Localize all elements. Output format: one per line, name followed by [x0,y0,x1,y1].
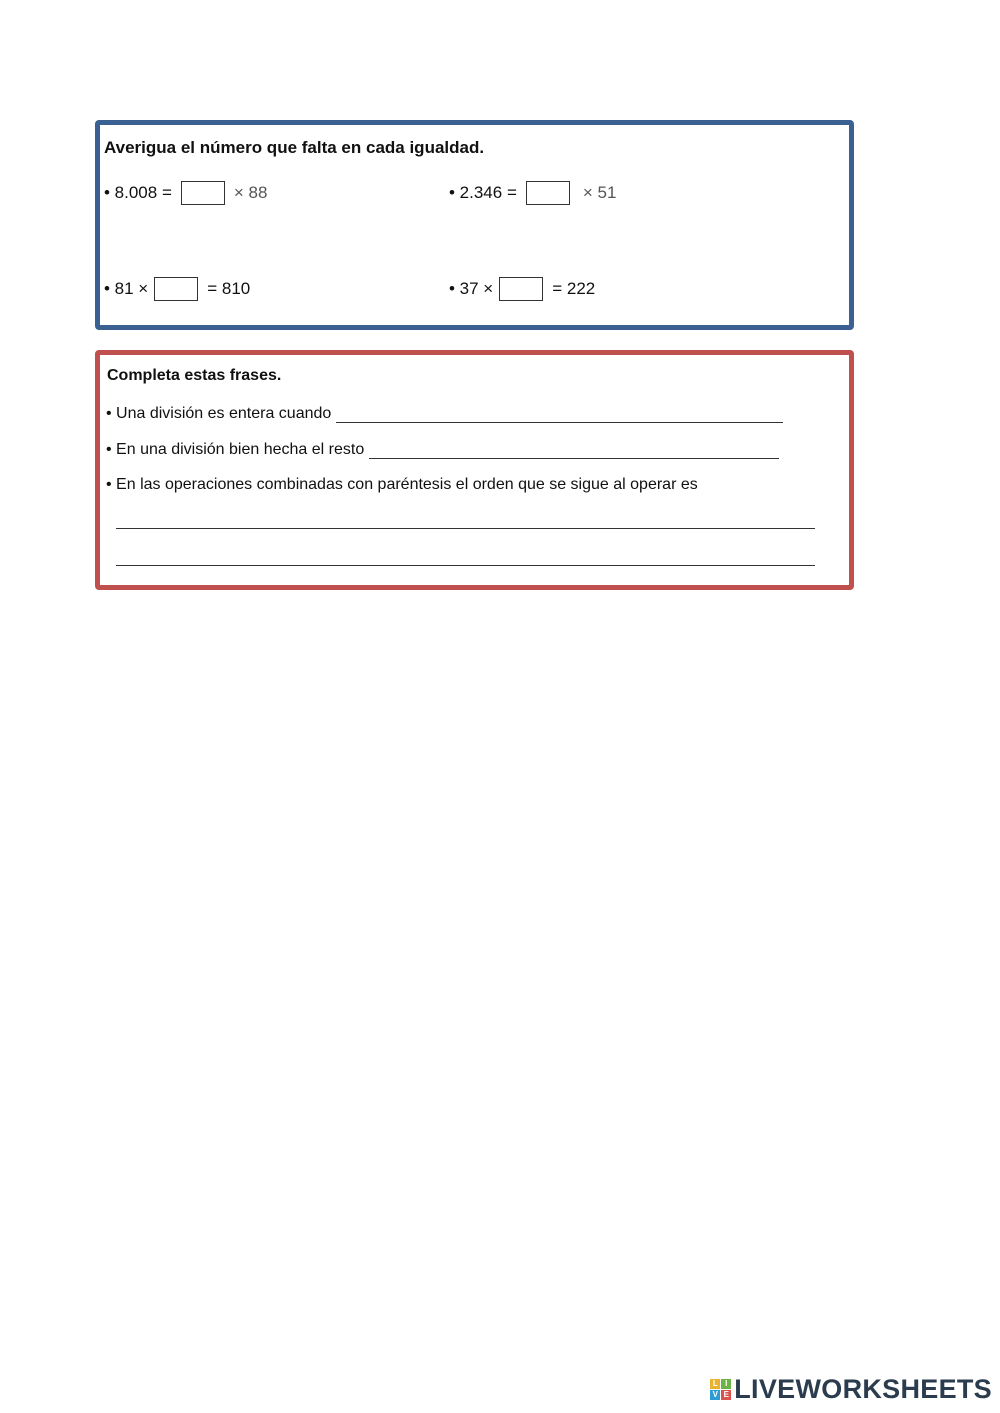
logo-letter-i: I [721,1379,731,1389]
equation-1-answer-input[interactable] [181,181,225,205]
equation-1-right: × 88 [233,183,268,202]
section1-title: Averigua el número que falta en cada igualdad. [104,138,485,157]
equation-2-right: × 51 [582,183,617,202]
brand-name: LIVEWORKSHEETS [734,1374,992,1404]
equation-4-left: • 37 × [449,279,494,298]
equation-1 [104,179,267,207]
equation-3 [104,275,250,303]
sentence-1-answer-input[interactable] [336,402,783,423]
sentence-2-text: • En una división bien hecha el resto [106,441,365,458]
sentence-3 [106,476,698,494]
logo-letter-e: E [721,1390,731,1400]
sentence-3-answer-line-2[interactable] [116,545,815,566]
liveworksheets-logo-icon [710,1379,731,1400]
sentence-2-answer-input[interactable] [369,438,779,459]
logo-letter-v: V [710,1390,720,1400]
sentence-3-text: • En las operaciones combinadas con paréntesis el orden que se sigue al operar es [106,476,698,493]
equation-2 [449,179,616,207]
equation-4-answer-input[interactable] [499,277,543,301]
sentence-1-text: • Una división es entera cuando [106,405,332,422]
equation-2-left: • 2.346 = [449,183,517,202]
section2-title: Completa estas frases. [107,367,282,384]
sentence-2 [106,438,779,459]
logo-letter-l: L [710,1379,720,1389]
equation-3-answer-input[interactable] [154,277,198,301]
equation-3-left: • 81 × [104,279,149,298]
sentence-1 [106,402,783,423]
liveworksheets-brand [710,1374,992,1405]
equation-4 [449,275,595,303]
equation-3-right: = 810 [207,279,251,298]
equation-1-left: • 8.008 = [104,183,172,202]
equation-2-answer-input[interactable] [526,181,570,205]
sentence-3-answer-line-1[interactable] [116,508,815,529]
equation-4-right: = 222 [552,279,596,298]
